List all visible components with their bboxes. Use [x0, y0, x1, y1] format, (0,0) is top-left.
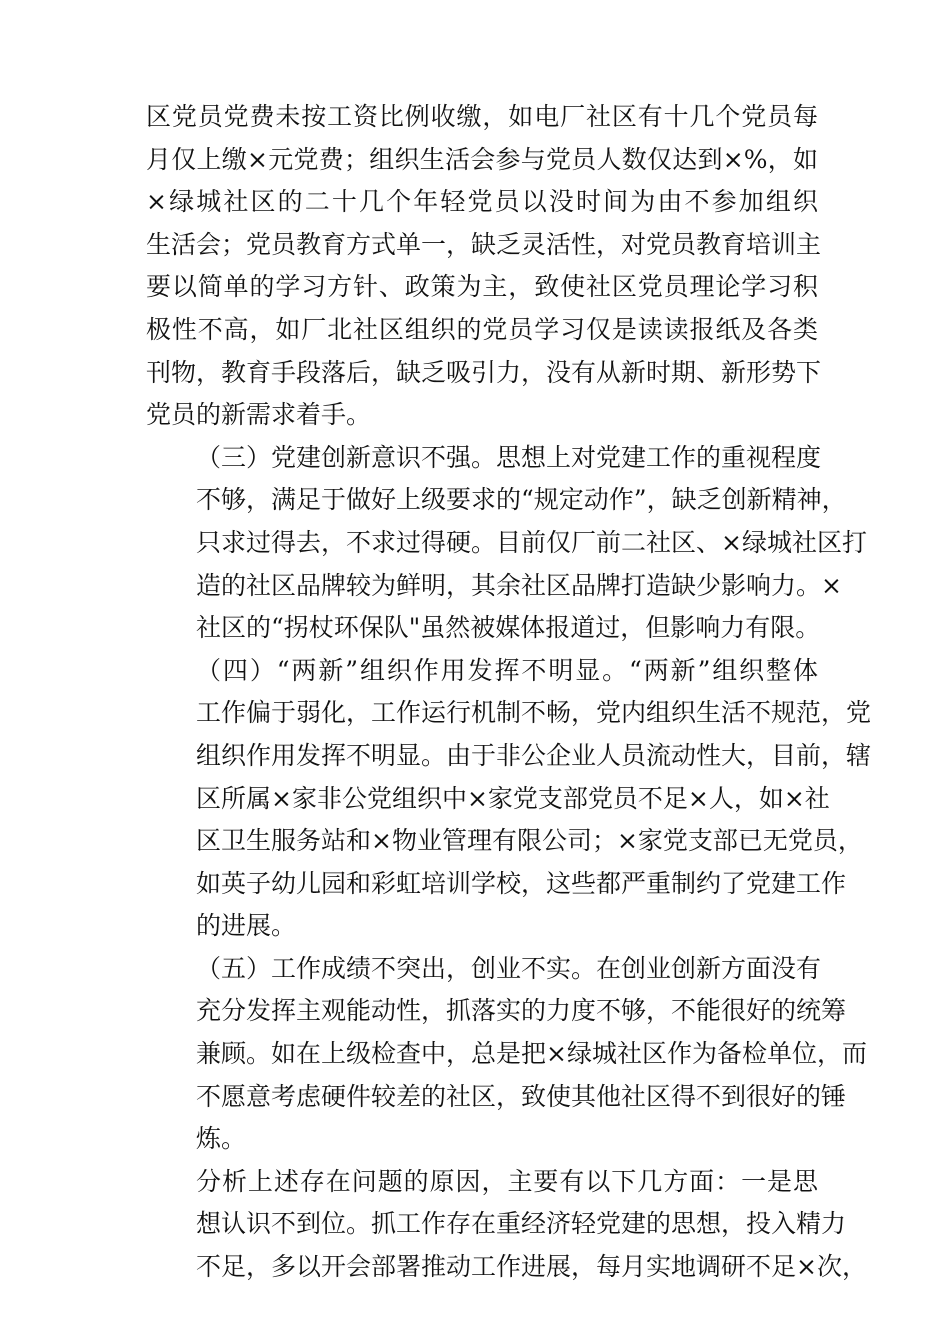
paragraph-1: [146, 96, 822, 437]
text-line: 极性不高，如厂北社区组织的党员学习仅是读读报纸及各类: [146, 314, 818, 344]
text-line: 不愿意考虑硬件较差的社区，致使其他社区得不到很好的锤: [196, 1081, 847, 1111]
text-line: （三）党建创新意识不强。思想上对党建工作的重视程度: [196, 442, 822, 472]
text-line: 想认识不到位。抓工作存在重经济轻党建的思想，投入精力: [196, 1209, 847, 1239]
text-line: 月仅上缴×元党费；组织生活会参与党员人数仅达到×%，如: [146, 144, 818, 174]
text-line: 炼。: [196, 1124, 247, 1154]
text-line: 兼顾。如在上级检查中，总是把×绿城社区作为备检单位，而: [196, 1039, 867, 1069]
paragraph-5: [146, 1161, 867, 1289]
text-line: 组织作用发挥不明显。由于非公企业人员流动性大，目前，辖: [196, 740, 872, 770]
text-line: 社区的“拐杖环保队"虽然被媒体报道过，但影响力有限。: [196, 613, 821, 643]
text-line: 生活会；党员教育方式单一，缺乏灵活性，对党员教育培训主: [146, 229, 822, 259]
text-line: 刊物，教育手段落后，缺乏吸引力，没有从新时期、新形势下: [146, 357, 822, 387]
text-line: ×绿城社区的二十几个年轻党员以没时间为由不参加组织: [146, 187, 818, 217]
text-line: 如英子幼儿园和彩虹培训学校，这些都严重制约了党建工作: [196, 868, 847, 898]
text-line: （五）工作成绩不突出，创业不实。在创业创新方面没有: [196, 953, 822, 983]
text-line: 区所属×家非公党组织中×家党支部党员不足×人，如×社: [196, 783, 830, 813]
text-line: 只求过得去，不求过得硬。目前仅厂前二社区、×绿城社区打: [196, 527, 867, 557]
text-line: 要以简单的学习方针、政策为主，致使社区党员理论学习积: [146, 272, 818, 302]
text-line: 的进展。: [196, 911, 297, 941]
text-line: 工作偏于弱化，工作运行机制不畅，党内组织生活不规范，党: [196, 698, 872, 728]
paragraph-3: [146, 650, 872, 948]
paragraph-4: [146, 948, 867, 1161]
paragraph-2: [146, 437, 867, 650]
text-line: 充分发挥主观能动性，抓落实的力度不够，不能很好的统筹: [196, 996, 847, 1026]
text-line: 分析上述存在问题的原因，主要有以下几方面：一是思: [196, 1166, 818, 1196]
text-line: （四）“两新”组织作用发挥不明显。“两新”组织整体: [196, 655, 818, 685]
text-line: 区党员党费未按工资比例收缴，如电厂社区有十几个党员每: [146, 102, 818, 131]
text-line: 党员的新需求着手。: [146, 400, 372, 430]
text-line: 不足，多以开会部署推动工作进展，每月实地调研不足×次，: [196, 1252, 867, 1282]
text-line: 造的社区品牌较为鲜明，其余社区品牌打造缺少影响力。×: [196, 570, 842, 600]
text-line: 区卫生服务站和×物业管理有限公司；×家党支部已无党员，: [196, 826, 863, 856]
text-line: 不够，满足于做好上级要求的“规定动作”，缺乏创新精神，: [196, 485, 847, 515]
document-body: [146, 96, 872, 1289]
